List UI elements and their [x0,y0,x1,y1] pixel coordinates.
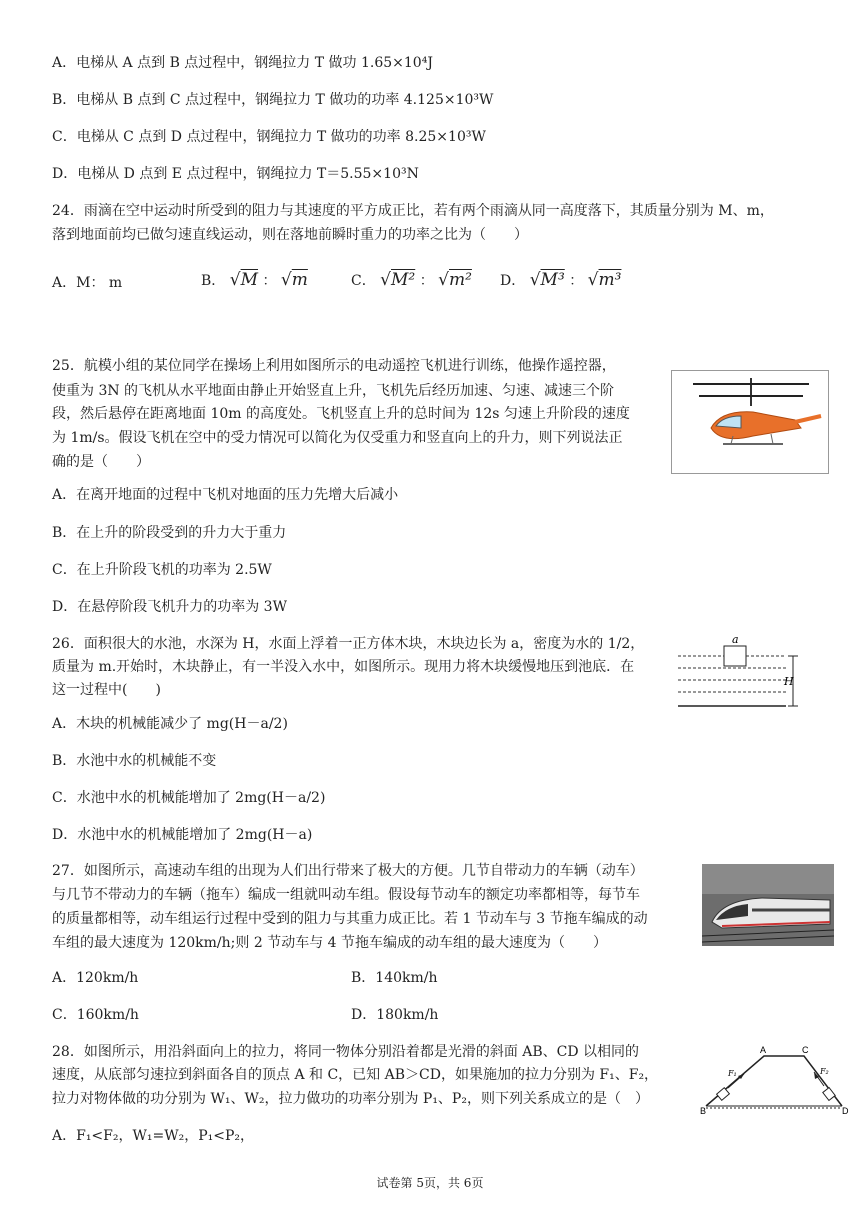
q27-stem-line-4: 车组的最大速度为 120km/h;则 2 节动车与 4 节拖车编成的动车组的最大速度为（ ） [52,935,607,951]
sqrt-expression: √M² [380,270,416,290]
q25-stem-line-5: 确的是（ ） [52,454,150,470]
sqrt-expression: √m³ [587,270,622,290]
q26-stem-line-2: 质量为 m.开始时，木块静止，有一半没入水中，如图所示。现用力将木块缓慢地压到池底．在 [52,659,635,675]
page-footer: 试卷第 5页，共 6页 [376,1176,484,1190]
label-a: a [732,634,739,646]
q23-option-a: A．电梯从 A 点到 B 点过程中，钢绳拉力 T 做功 1.65×10⁴J [52,55,433,71]
q28-stem-line-1: 28．如图所示，用沿斜面向上的拉力，将同一物体分别沿着都是光滑的斜面 AB、CD 以相同的 [52,1044,640,1060]
q26-option-b: B．水池中水的机械能不变 [52,753,217,769]
vertex-d: D [842,1106,849,1116]
colon: ： [569,273,584,289]
q25-option-a: A．在离开地面的过程中飞机对地面的压力先增大后减小 [52,487,399,503]
q25-option-d: D．在悬停阶段飞机升力的功率为 3W [52,599,287,615]
q26-stem-line-3: 这一过程中( ) [52,682,161,698]
q23-option-c: C．电梯从 C 点到 D 点过程中，钢绳拉力 T 做功的功率 8.25×10³W [52,129,486,145]
sqrt-expression: √m [280,270,308,290]
radicand: M³ [540,270,565,290]
q28-option-a: A．F₁<F₂，W₁=W₂，P₁<P₂， [52,1128,255,1144]
q27-stem-line-1: 27．如图所示，高速动车组的出现为人们出行带来了极大的方便。几节自带动力的车辆（动车） [52,863,644,879]
q23-option-d: D．电梯从 D 点到 E 点过程中，钢绳拉力 T＝5.55×10³N [52,166,419,182]
q27-option-d: D．180km/h [351,1007,439,1023]
q24-option-c-label: C． [351,273,376,289]
q25-stem-line-1: 25．航模小组的某位同学在操场上利用如图所示的电动遥控飞机进行训练，他操作遥控器， [52,358,616,374]
q27-option-c: C．160km/h [52,1007,139,1023]
q28-stem-line-2: 速度，从底部匀速拉到斜面各自的顶点 A 和 C，已知 AB＞CD，如果施加的拉力分别为 F₁、F₂， [52,1067,659,1083]
radicand: m³ [598,270,622,290]
q27-option-b: B．140km/h [351,970,438,986]
force-f1-label: F₁ [728,1069,737,1078]
high-speed-train-image [702,864,834,946]
helicopter-image [671,370,829,474]
q26-option-d: D．水池中水的机械能增加了 2mg(H－a) [52,827,313,843]
q24-option-b [201,270,308,291]
q25-stem-line-4: 为 1m/s。假设飞机在空中的受力情况可以简化为仅受重力和竖直向上的升力，则下列说法正 [52,430,623,446]
q24-option-a: A．M： m [52,275,123,291]
q27-stem-line-2: 与几节不带动力的车辆（拖车）编成一组就叫动车组。假设每节动车的额定功率都相等，每节车 [52,887,640,903]
q26-option-a: A．木块的机械能减少了 mg(H－a/2) [52,716,288,732]
q24-option-b-label: B． [201,273,226,289]
q27-option-a: A．120km/h [52,970,139,986]
q24-option-c [351,270,472,291]
radicand: M² [391,270,416,290]
radicand: m² [449,270,472,290]
q25-stem-line-2: 使重为 3N 的飞机从水平地面由静止开始竖直上升，飞机先后经历加速、匀速、减速三个阶 [52,383,615,399]
q26-stem-line-1: 26．面积很大的水池，水深为 H，水面上浮着一正方体木块，木块边长为 a，密度为水的 1/2， [52,636,645,652]
vertex-c: C [802,1045,809,1055]
vertex-a: A [760,1045,767,1055]
q24-stem-line-1: 24．雨滴在空中运动时所受到的阻力与其速度的平方成正比，若有两个雨滴从同一高度落下，其质量分别为 M、m， [52,203,774,219]
q25-stem-line-3: 段，然后悬停在距离地面 10m 的高度处。飞机竖直上升的总时间为 12s 匀速上升阶段的速度 [52,406,630,422]
water-pool-diagram [676,634,806,714]
q24-option-d [500,270,621,291]
q25-option-b: B．在上升的阶段受到的升力大于重力 [52,525,287,541]
inclined-planes-diagram [700,1044,852,1118]
q25-option-c: C．在上升阶段飞机的功率为 2.5W [52,562,272,578]
sqrt-expression: √m² [438,270,472,290]
label-h: H [784,675,794,688]
q23-option-b: B．电梯从 B 点到 C 点过程中，钢绳拉力 T 做功的功率 4.125×10³W [52,92,494,108]
q28-stem-line-3: 拉力对物体做的功分别为 W₁、W₂，拉力做功的功率分别为 P₁、P₂，则下列关系成立的是（ ） [52,1091,649,1107]
radicand: m [291,270,308,290]
sqrt-expression: √M³ [529,270,565,290]
vertex-b: B [700,1106,707,1116]
radicand: M [240,270,259,290]
q24-stem-line-2: 落到地面前均已做匀速直线运动，则在落地前瞬时重力的功率之比为（ ） [52,227,528,243]
colon: ： [262,273,277,289]
q24-option-d-label: D． [500,273,526,289]
q27-stem-line-3: 的质量都相等，动车组运行过程中受到的阻力与其重力成正比。若 1 节动车与 3 节拖车编成的动 [52,911,648,927]
colon: ： [419,273,434,289]
q26-option-c: C．水池中水的机械能增加了 2mg(H－a/2) [52,790,326,806]
sqrt-expression: √M [229,270,259,290]
force-f2-label: F₂ [820,1067,829,1076]
